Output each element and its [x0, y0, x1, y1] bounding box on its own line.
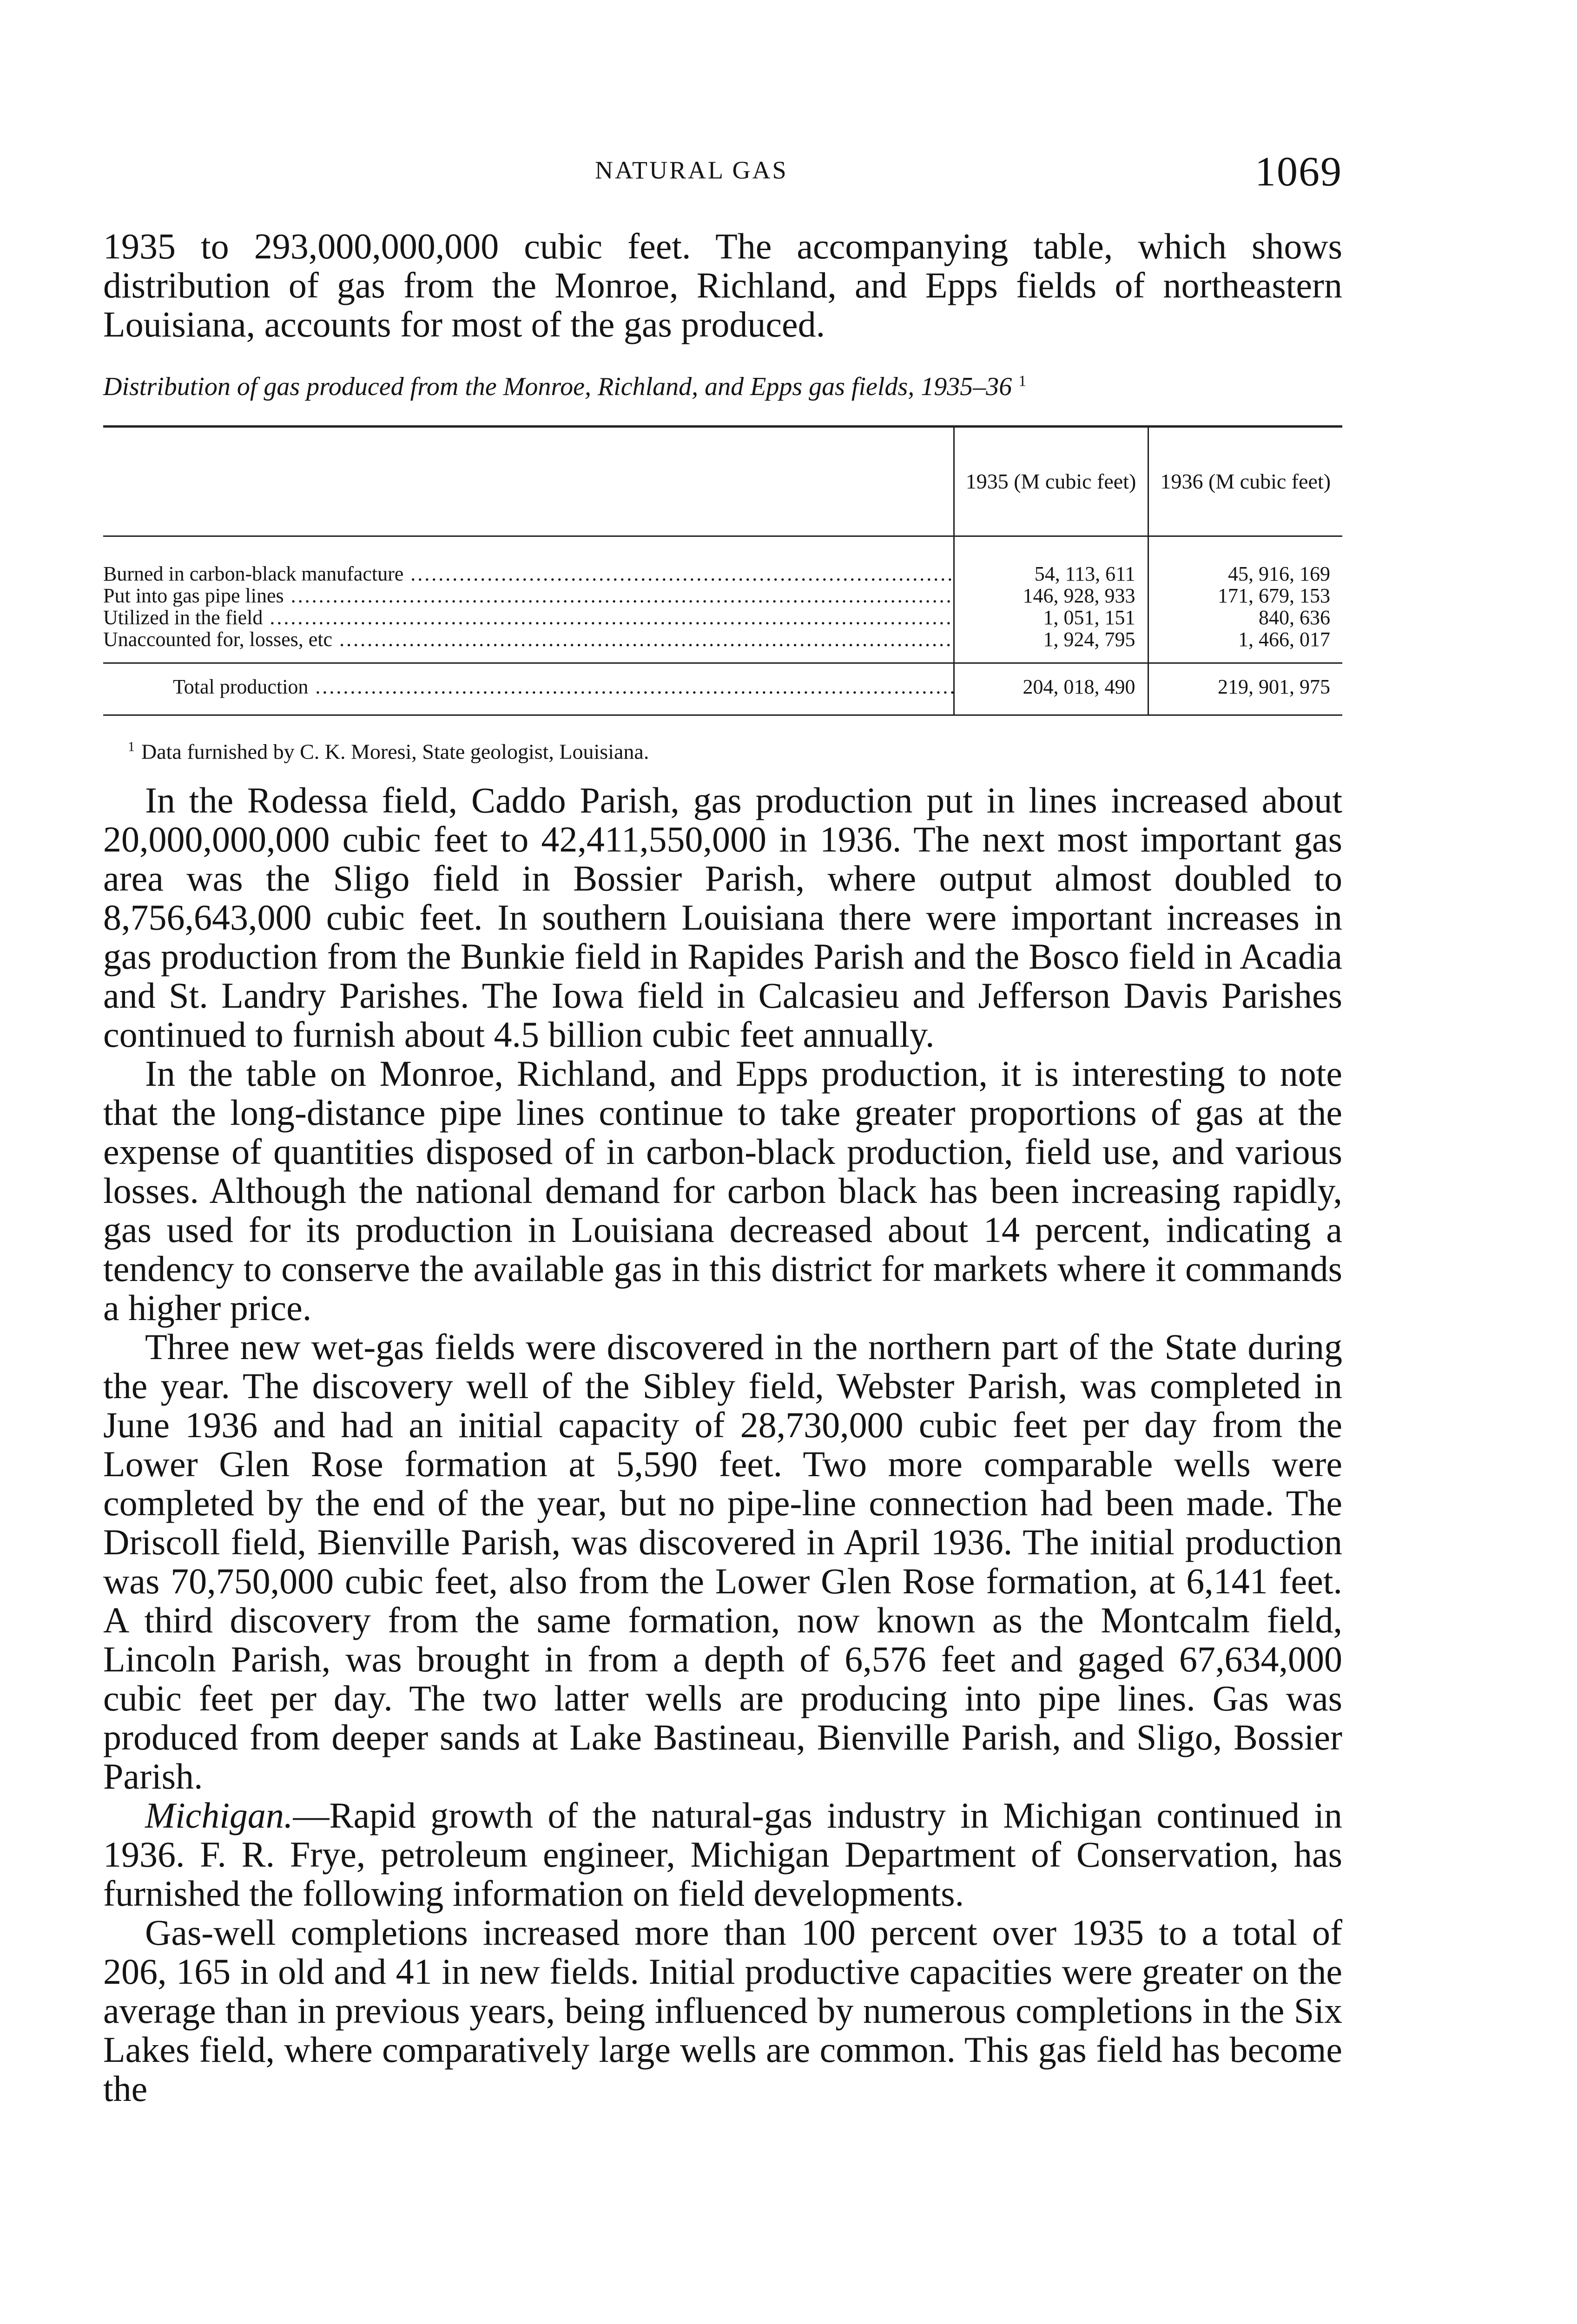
row-label: Utilized in the field .....: [103, 607, 954, 628]
paragraph-rodessa: In the Rodessa field, Caddo Parish, gas production put in lines increased about 20,000,000,000 cubic feet to 42,411,550,000 in 1936. The next most important gas area was the Sligo field in Bossier Parish, where output almost doubled to 8,756,643,000 cubic feet. In southern Louisiana there were important increases in gas production from the Bunkie field in Rapides Parish and the Bosco field in Acadia and St. Landry Parishes. The Iowa field in Calcasieu and Jefferson Davis Parishes continued to furnish about 4.5 billion cubic feet annually.: [103, 780, 1342, 1055]
row-value-1935: 146, 928, 933: [954, 585, 1148, 607]
row-value-1935: 54, 113, 611: [954, 536, 1148, 585]
row-value-1936: 171, 679, 153: [1148, 585, 1342, 607]
row-value-1935: 1, 051, 151: [954, 607, 1148, 628]
paragraph-pipe-lines: In the table on Monroe, Richland, and Epps production, it is interesting to note that the long-distance pipe lines continue to take greater proportions of gas at the expense of quantities disposed of in carbon-black production, field use, and various losses. Although the national demand for carbon black has been increasing rapidly, gas used for its production in Louisiana decreased about 14 percent, indicating a tendency to conserve the available gas in this district for markets where it commands a higher price.: [103, 1053, 1342, 1328]
paragraph-wet-gas-fields: Three new wet-gas fields were discovered in the northern part of the State during the year. The discovery well of the Sibley field, Webster Parish, was completed in June 1936 and had an initial capacity of 28,730,000 cubic feet per day from the Lower Glen Rose formation at 5,590 feet. Two more comparable wells were completed by the end of the year, but no pipe-line connection had been made. The Driscoll field, Bienville Parish, was discovered in April 1936. The initial production was 70,750,000 cubic feet, also from the Lower Glen Rose formation, at 6,141 feet. A third discovery from the same formation, now known as the Montcalm field, Lincoln Parish, was brought in from a depth of 6,576 feet and gaged 67,634,000 cubic feet per day. The two latter wells are producing into pipe lines. Gas was produced from deeper sands at Lake Bastineau, Bienville Parish, and Sligo, Bossier Parish.: [103, 1327, 1342, 1796]
column-header-label: [103, 428, 954, 536]
footnote-text: Data furnished by C. K. Moresi, State geologist, Louisiana.: [141, 739, 649, 764]
page-number: 1069: [1255, 149, 1342, 195]
table-row: [103, 536, 1342, 585]
distribution-table: [103, 425, 1342, 716]
running-head: NATURAL GAS: [595, 156, 788, 184]
footnote-mark: 1: [128, 739, 135, 754]
table-footnote: [128, 739, 649, 764]
table-caption-text: Distribution of gas produced from the Monroe, Richland, and Epps gas fields, 1935–36: [103, 372, 1012, 401]
table-caption-note-mark: 1: [1018, 372, 1027, 390]
distribution-table-grid: [103, 428, 1342, 714]
table-caption: [103, 372, 1342, 402]
column-header-1936: 1936 (M cubic feet): [1148, 428, 1342, 536]
table-row: [103, 607, 1342, 628]
intro-paragraph: 1935 to 293,000,000,000 cubic feet. The accompanying table, which shows distribution of gas from the Monroe, Richland, and Epps fields of northeastern Louisiana, accounts for most of the gas produced.: [103, 226, 1342, 344]
column-header-1935: 1935 (M cubic feet): [954, 428, 1148, 536]
table-bottom-rule: [103, 714, 1342, 716]
row-label: Put into gas pipe lines .....: [103, 585, 954, 607]
table-row: [103, 628, 1342, 663]
paragraph-completions: Gas-well completions increased more than 100 percent over 1935 to a total of 206, 165 in old and 41 in new fields. Initial productive capacities were greater on the average than in previous years, being influenced by numerous completions in the Six Lakes field, where comparatively large wells are common. This gas field has become the: [103, 1912, 1342, 2109]
row-value-1935: 1, 924, 795: [954, 628, 1148, 663]
table-total-row: [103, 663, 1342, 715]
paragraph-michigan: [103, 1796, 1342, 1913]
table-header-row: [103, 428, 1342, 536]
total-value-1935: 204, 018, 490: [954, 663, 1148, 715]
intro-text-block: [103, 227, 1342, 344]
michigan-heading: Michigan.: [145, 1795, 293, 1835]
row-label: Unaccounted for, losses, etc .....: [103, 628, 954, 663]
row-value-1936: 45, 916, 169: [1148, 536, 1342, 585]
row-value-1936: 840, 636: [1148, 607, 1342, 628]
michigan-text: —Rapid growth of the natural-gas industry in Michigan continued in 1936. F. R. Frye, petroleum engineer, Michigan Department of Conservation, has furnished the following information on field developments.: [103, 1795, 1342, 1914]
table-row: [103, 585, 1342, 607]
total-value-1936: 219, 901, 975: [1148, 663, 1342, 715]
row-value-1936: 1, 466, 017: [1148, 628, 1342, 663]
total-label: Total production .....: [103, 663, 954, 715]
body-text-block: [103, 781, 1342, 2108]
row-label: Burned in carbon-black manufacture .....: [103, 536, 954, 585]
